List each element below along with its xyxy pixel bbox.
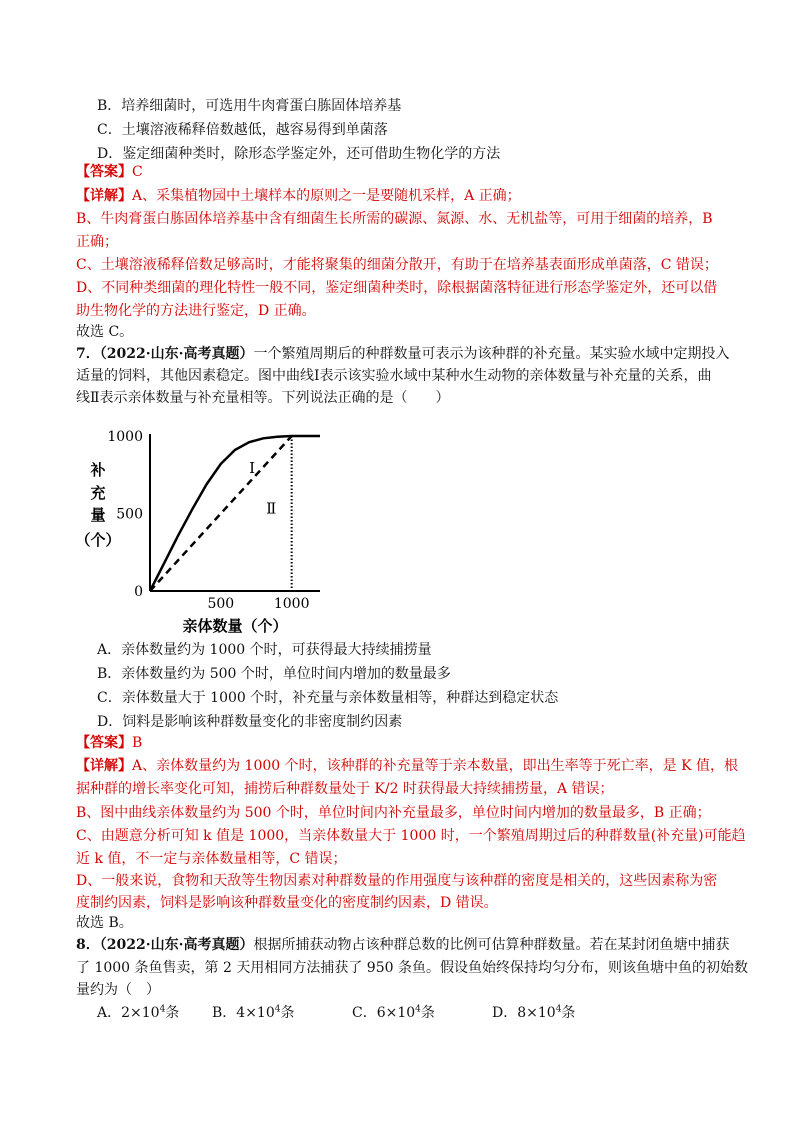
- stem-text: 一个繁殖周期后的种群数量可表示为该种群的补充量。某实验水域中定期投入: [253, 346, 730, 362]
- question-number: 8．: [76, 937, 100, 953]
- q7-detail-line: C、由题意分析可知 k 值是 1000，当亲体数量大于 1000 时，一个繁殖周期过后的种群数量(补充量)可能趋: [76, 828, 746, 844]
- q8-option-a: A．$2\times 10^4$条: [97, 1004, 180, 1021]
- q7-conclusion: 故选 B。: [76, 915, 133, 931]
- detail-text: A、采集植物园中土壤样本的原则之一是要随机采样，A 正确；: [132, 188, 521, 204]
- q7-answer: [76, 733, 142, 753]
- y-tick-label: 1000: [107, 429, 143, 445]
- q6-option-b: B．培养细菌时，可选用牛肉膏蛋白胨固体培养基: [97, 98, 402, 114]
- q8-option-d: D．$8\times 10^4$条: [492, 1004, 576, 1021]
- curve-i-label: Ⅰ: [249, 459, 256, 478]
- stem-text: 根据所捕获动物占该种群总数的比例可估算种群数量。若在某封闭鱼塘中捕获: [253, 937, 730, 953]
- q7-option-c: C．亲体数量大于 1000 个时，补充量与亲体数量相等，种群达到稳定状态: [97, 690, 559, 706]
- q8-option-b: B．$4\times 10^4$条: [212, 1004, 295, 1021]
- q8-stem-line: 量约为（ ）: [76, 982, 160, 998]
- q6-detail-line: 助生物化学的方法进行鉴定，D 正确。: [76, 303, 316, 319]
- q7-stem-line: 线Ⅱ表示亲体数量与补充量相等。下列说法正确的是（ ）: [76, 390, 450, 406]
- q8-stem-line: [76, 935, 729, 955]
- q6-conclusion: 故选 C。: [76, 324, 134, 340]
- q7-detail-line: 度制约因素，饲料是影响该种群数量变化的密度制约因素，D 错误。: [76, 895, 498, 911]
- q7-option-d: D．饲料是影响该种群数量变化的非密度制约因素: [97, 714, 403, 730]
- answer-label: 【答案】: [76, 735, 132, 751]
- x-tick-label: 1000: [273, 596, 310, 612]
- y-tick-label: 0: [134, 584, 143, 600]
- answer-value: B: [132, 735, 143, 751]
- q7-detail-line: 据种群的增长率变化可知，捕捞后种群数量处于 K/2 时获得最大持续捕捞量，A 错误；: [76, 781, 614, 797]
- q7-stem-line: 适量的饲料，其他因素稳定。图中曲线Ⅰ表示该实验水域中某种水生动物的亲体数量与补充量的关系，曲: [76, 368, 712, 384]
- answer-label: 【答案】: [76, 164, 132, 180]
- curve-ii-label: Ⅱ: [266, 499, 277, 518]
- question-source: （2022·山东·高考真题）: [99, 937, 254, 953]
- q7-option-a: A．亲体数量约为 1000 个时，可获得最大持续捕捞量: [97, 642, 432, 658]
- q6-answer: [76, 162, 143, 182]
- q8-stem-line: 了 1000 条鱼售卖，第 2 天用相同方法捕获了 950 条鱼。假设鱼始终保持均匀分布，则该鱼塘中鱼的初始数: [76, 960, 748, 976]
- y-axis-label: 量: [90, 506, 106, 524]
- q6-option-c: C．土壤溶液稀释倍数越低，越容易得到单菌落: [97, 122, 388, 138]
- q7-detail-line: D、一般来说，食物和天敌等生物因素对种群数量的作用强度与该种群的密度是相关的，这些因素称为密: [76, 873, 718, 889]
- curve-i-line: [150, 436, 320, 591]
- question-number: 7．: [76, 346, 100, 362]
- population-chart: [75, 420, 340, 635]
- answer-value: C: [132, 164, 143, 180]
- q6-option-d: D．鉴定细菌种类时，除形态学鉴定外，还可借助生物化学的方法: [97, 146, 501, 162]
- q6-detail-line: D、不同种类细菌的理化特性一般不同，鉴定细菌种类时，除根据菌落特征进行形态学鉴定外，还可以借: [76, 280, 718, 296]
- q7-option-b: B．亲体数量约为 500 个时，单位时间内增加的数量最多: [97, 666, 451, 682]
- x-axis-label: 亲体数量（个）: [182, 617, 288, 635]
- q7-detail-line: 近 k 值，不一定与亲体数量相等，C 错误；: [76, 851, 347, 867]
- question-source: （2022·山东·高考真题）: [99, 346, 254, 362]
- q7-stem-line: [76, 344, 729, 364]
- detail-text: A、亲体数量约为 1000 个时，该种群的补充量等于亲本数量，即出生率等于死亡率，是 K 值，根: [132, 758, 738, 774]
- detail-label: 【详解】: [76, 188, 132, 204]
- q6-detail-line: 正确；: [76, 234, 118, 250]
- q8-option-c: C．$6\times 10^4$条: [352, 1004, 435, 1021]
- y-axis-label: 补: [90, 461, 106, 479]
- y-axis-label: （个）: [75, 531, 121, 549]
- y-tick-label: 500: [116, 506, 143, 523]
- q6-detail-line: B、牛肉膏蛋白胨固体培养基中含有细菌生长所需的碳源、氮源、水、无机盐等，可用于细菌的培养，B: [76, 211, 713, 227]
- q7-detail-line: [76, 756, 738, 776]
- detail-label: 【详解】: [76, 758, 132, 774]
- y-axis-label: 充: [90, 484, 106, 502]
- q6-detail-line: [76, 186, 521, 206]
- x-tick-label: 500: [207, 596, 235, 612]
- q7-detail-line: B、图中曲线亲体数量约为 500 个时，单位时间内补充量最多，单位时间内增加的数量最多，B 正确；: [76, 805, 711, 821]
- q6-detail-line: C、土壤溶液稀释倍数足够高时，才能将聚集的细菌分散开，有助于在培养基表面形成单菌落，C 错误；: [76, 257, 718, 273]
